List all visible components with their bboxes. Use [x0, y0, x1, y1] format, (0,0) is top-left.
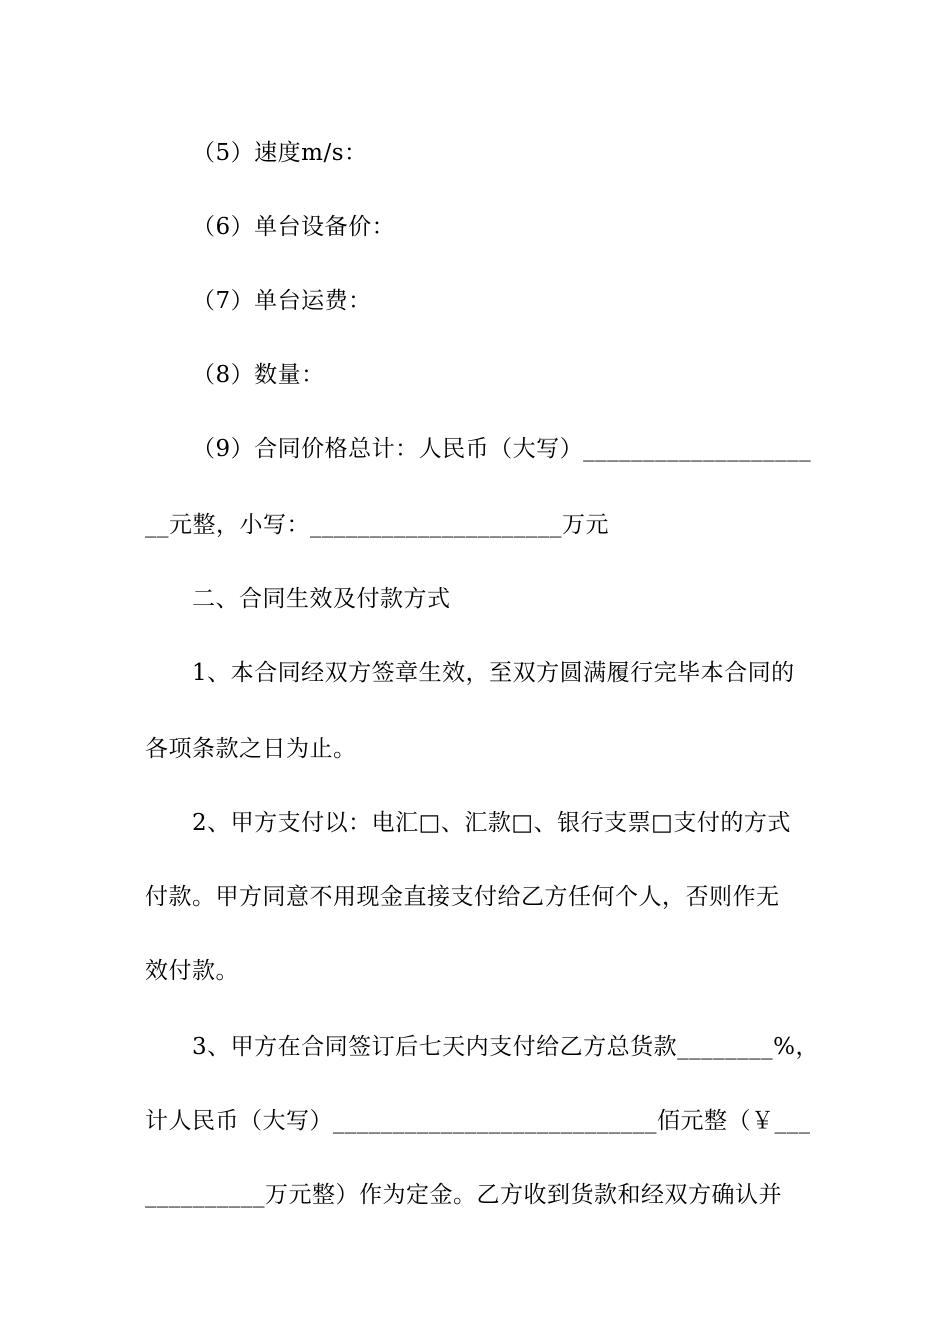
clause-3-line-3: __________万元整）作为定金。乙方收到货款和经双方确认并 — [145, 1182, 782, 1208]
clause-2-line-1: 2、甲方支付以：电汇□、汇款□、银行支票□支付的方式 — [192, 810, 791, 836]
item-quantity: （8）数量： — [192, 362, 325, 388]
clause-3-line-1: 3、甲方在合同签订后七天内支付给乙方总货款________%， — [192, 1034, 819, 1060]
item-unit-price: （6）单台设备价： — [192, 214, 396, 240]
clause-1-line-2: 各项条款之日为止。 — [145, 736, 357, 762]
clause-2-line-3: 效付款。 — [145, 958, 239, 984]
clause-2-line-2: 付款。甲方同意不用现金直接支付给乙方任何个人，否则作无 — [145, 884, 780, 910]
item-total-price: （9）合同价格总计：人民币（大写）___________________ — [192, 436, 812, 462]
item-unit-freight: （7）单台运费： — [192, 288, 372, 314]
item-total-price-continued: __元整，小写：_____________________万元 — [145, 512, 609, 538]
section-heading: 二、合同生效及付款方式 — [192, 586, 451, 612]
item-speed: （5）速度m/s： — [192, 140, 368, 166]
clause-3-line-2: 计人民币（大写）___________________________佰元整（￥___ — [145, 1108, 811, 1134]
clause-1-line-1: 1、本合同经双方签章生效，至双方圆满履行完毕本合同的 — [192, 660, 795, 686]
